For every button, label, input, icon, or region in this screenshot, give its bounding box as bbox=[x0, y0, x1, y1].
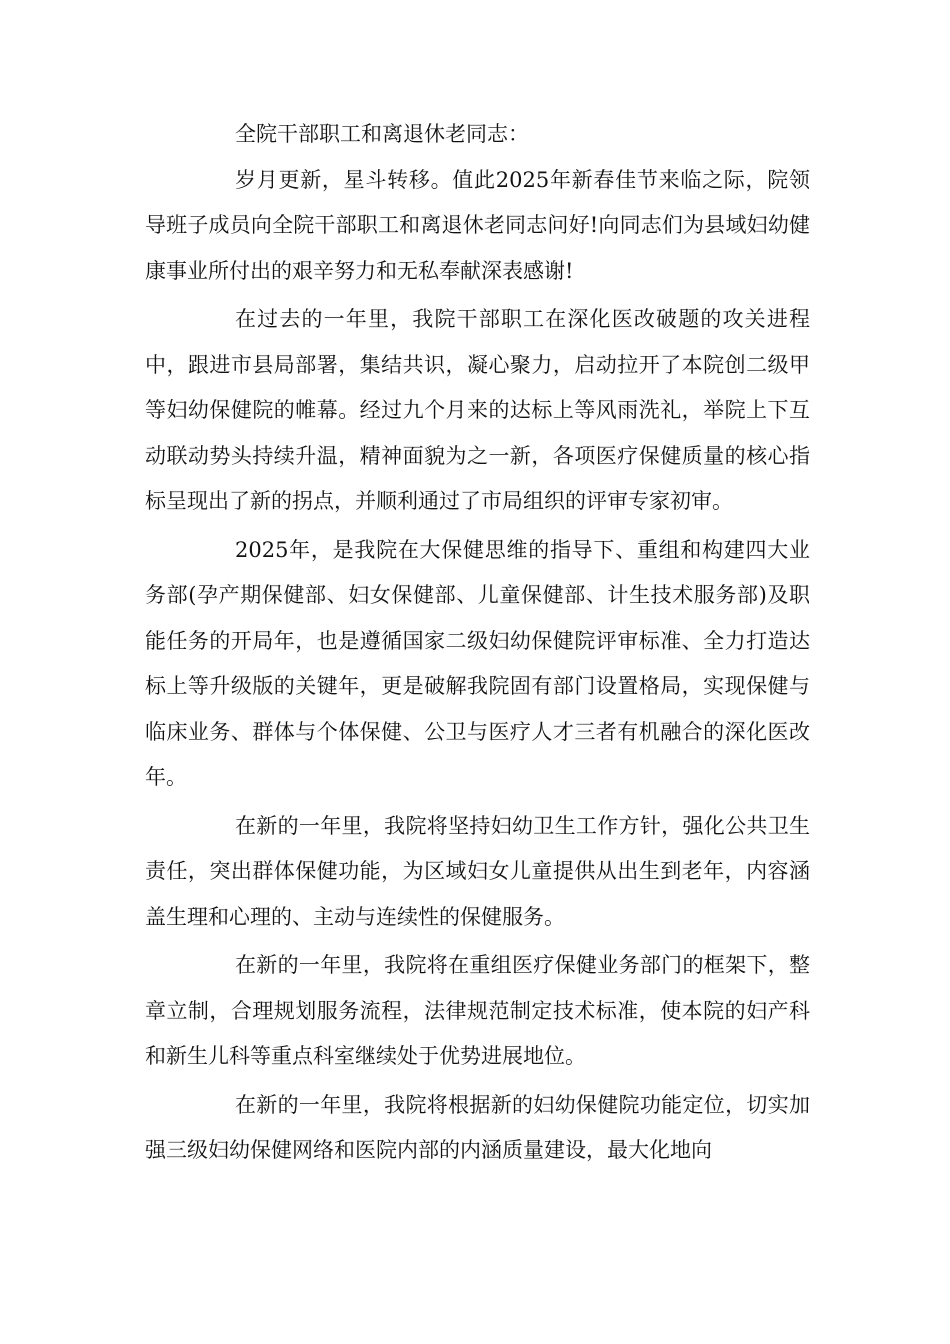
paragraph-network: 在新的一年里，我院将根据新的妇幼保健院功能定位，切实加强三级妇幼保健网络和医院内部的内涵质量建设，最大化地向 bbox=[145, 1092, 810, 1162]
document-page bbox=[145, 112, 810, 1174]
salutation: 全院干部职工和离退休老同志： bbox=[235, 122, 529, 146]
paragraph-2025-plan: 2025年，是我院在大保健思维的指导下、重组和构建四大业务部(孕产期保健部、妇女保健部、儿童保健部、计生技术服务部)及职能任务的开局年，也是遵循国家二级妇幼保健院评审标准、全力打造达标上等升级版的关键年，更是破解我院固有部门设置格局，实现保健与临床业务、群体与个体保健、公卫与医疗人才三者有机融合的深化医改年。 bbox=[145, 537, 810, 789]
paragraph-new-year-greeting: 岁月更新，星斗转移。值此2025年新春佳节来临之际，院领导班子成员向全院干部职工和离退休老同志问好!向同志们为县域妇幼健康事业所付出的艰辛努力和无私奉献深表感谢! bbox=[145, 167, 810, 283]
paragraph-past-year: 在过去的一年里，我院干部职工在深化医改破题的攻关进程中，跟进市县局部署，集结共识，凝心聚力，启动拉开了本院创二级甲等妇幼保健院的帷幕。经过九个月来的达标上等风雨洗礼，举院上下互动联动势头持续升温，精神面貌为之一新，各项医疗保健质量的核心指标呈现出了新的拐点，并顺利通过了市局组织的评审专家初审。 bbox=[145, 307, 810, 513]
paragraph-public-health: 在新的一年里，我院将坚持妇幼卫生工作方针，强化公共卫生责任，突出群体保健功能，为区域妇女儿童提供从出生到老年，内容涵盖生理和心理的、主动与连续性的保健服务。 bbox=[145, 813, 810, 929]
paragraph-departments: 在新的一年里，我院将在重组医疗保健业务部门的框架下，整章立制，合理规划服务流程，法律规范制定技术标准，使本院的妇产科和新生儿科等重点科室继续处于优势进展地位。 bbox=[145, 953, 810, 1068]
